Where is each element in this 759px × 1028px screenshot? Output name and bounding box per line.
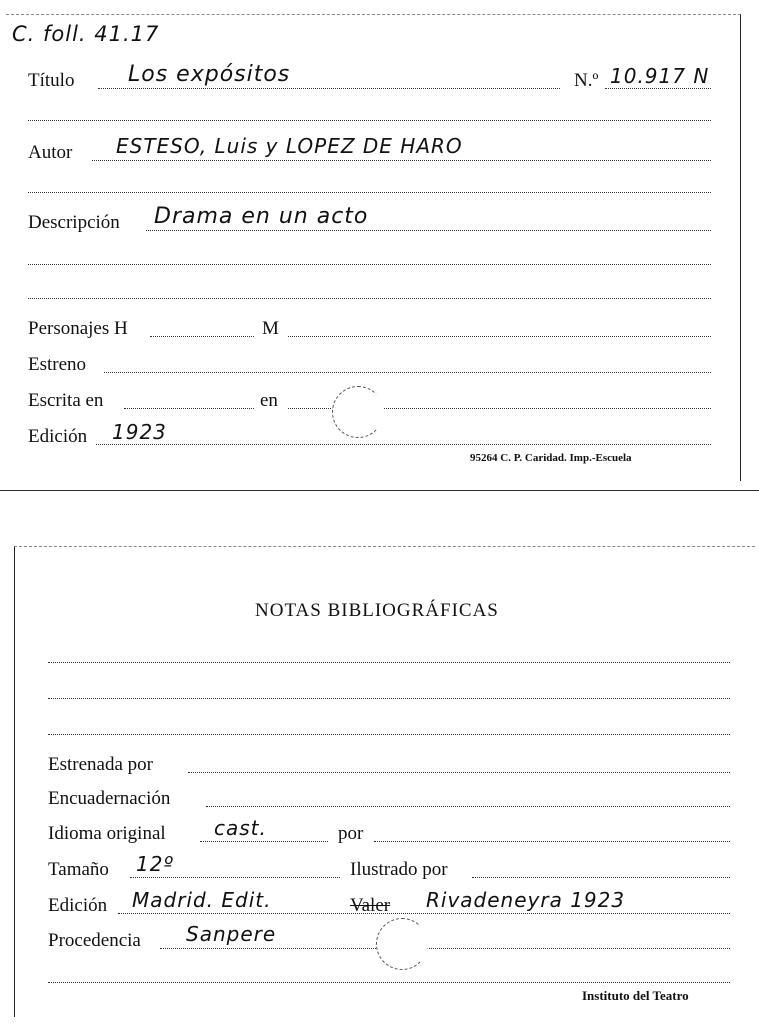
numero-line (605, 88, 711, 89)
autor-line-2 (28, 192, 711, 193)
encuadernacion-line (206, 806, 730, 807)
titulo-line-2 (28, 120, 711, 121)
notas-line-1 (48, 662, 730, 663)
edicion-line (96, 444, 711, 445)
edicion-value: 1923 (112, 420, 167, 444)
notas-line-3 (48, 734, 730, 735)
descripcion-value: Drama en un acto (154, 204, 369, 229)
titulo-line (98, 88, 560, 89)
seal-stamp-back (376, 918, 428, 970)
printer-imprint: 95264 C. P. Caridad. Imp.-Escuela (470, 452, 632, 464)
descripcion-line-3 (28, 298, 711, 299)
por-label: por (338, 823, 364, 844)
idioma-label: Idioma original (48, 823, 166, 844)
personajes-m-line (288, 336, 711, 337)
edicion2-struck: Valer (350, 895, 391, 916)
por-line (374, 841, 730, 842)
notas-heading: NOTAS BIBLIOGRÁFICAS (255, 600, 499, 621)
edicion2-value-1: Madrid. Edit. (132, 888, 272, 912)
numero-value: 10.917 N (610, 64, 710, 88)
edicion2-line (118, 913, 730, 914)
escrita-label: Escrita en (28, 390, 104, 411)
tamano-value: 12º (136, 852, 174, 876)
titulo-value: Los expósitos (128, 62, 291, 87)
estreno-line (104, 372, 711, 373)
edicion2-label: Edición (48, 895, 108, 916)
idioma-line (200, 841, 328, 842)
estreno-label: Estreno (28, 354, 87, 375)
descripcion-line-2 (28, 264, 711, 265)
seal-stamp-front (332, 386, 384, 438)
en-label: en (260, 390, 278, 411)
procedencia-line (160, 948, 730, 949)
procedencia-value: Sanpere (186, 922, 277, 946)
edicion2-value-2: Rivadeneyra 1923 (426, 888, 626, 912)
personajes-label: Personajes H (28, 318, 128, 339)
ilustrado-label: Ilustrado por (350, 859, 448, 880)
edicion-label: Edición (28, 426, 88, 447)
autor-value: ESTESO, Luis y LOPEZ DE HARO (116, 134, 463, 158)
personajes-h-line (150, 336, 254, 337)
m-label: M (262, 318, 279, 339)
autor-label: Autor (28, 142, 73, 163)
tamano-label: Tamaño (48, 859, 109, 880)
encuadernacion-label: Encuadernación (48, 788, 171, 809)
idioma-value: cast. (214, 816, 267, 840)
autor-line (92, 160, 711, 161)
card-separator (0, 490, 759, 491)
descripcion-line (146, 230, 711, 231)
shelfmark: C. foll. 41.17 (12, 22, 160, 46)
procedencia-line-2 (48, 982, 730, 983)
procedencia-label: Procedencia (48, 930, 141, 951)
estrenada-line (188, 772, 730, 773)
notas-line-2 (48, 698, 730, 699)
ilustrado-line (472, 877, 730, 878)
descripcion-label: Descripción (28, 212, 120, 233)
titulo-label: Título (28, 70, 75, 91)
numero-label: N.º (574, 70, 599, 91)
institution-imprint: Instituto del Teatro (582, 988, 689, 1003)
escrita-line (124, 408, 254, 409)
tamano-line (130, 877, 340, 878)
estrenada-label: Estrenada por (48, 754, 153, 775)
